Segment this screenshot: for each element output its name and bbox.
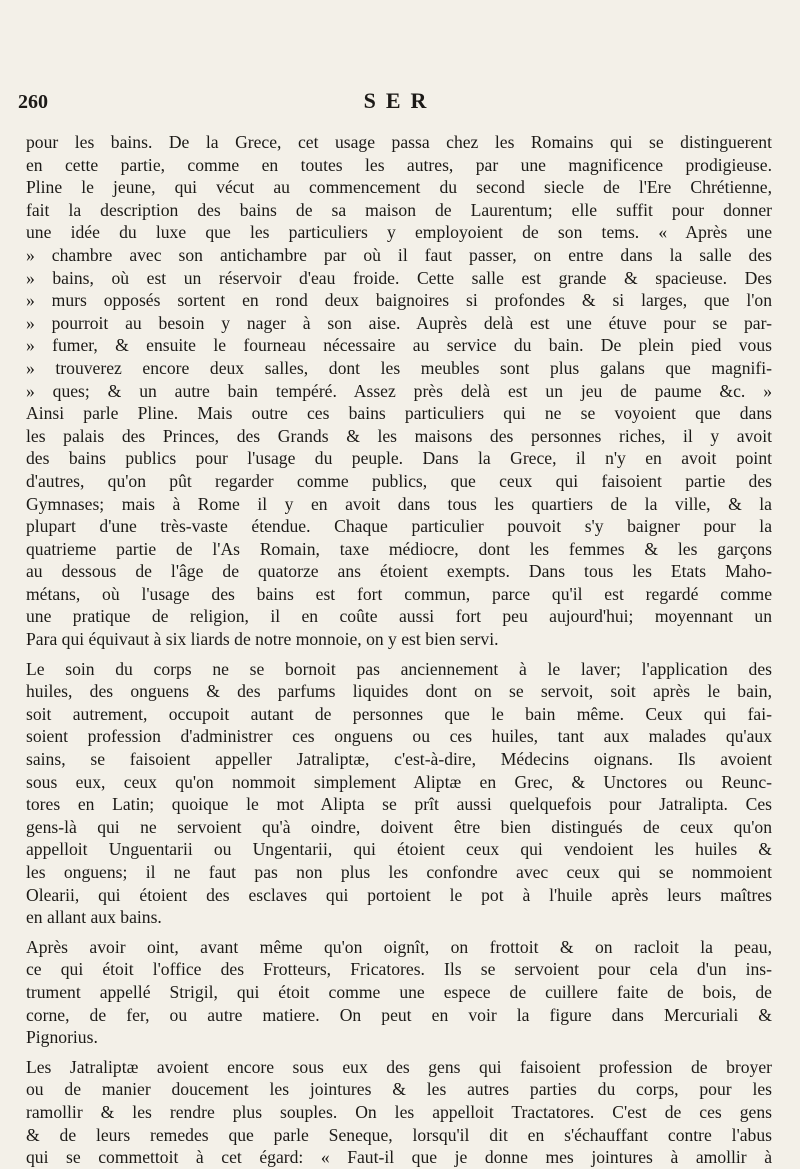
text-line: » trouverez encore deux salles, dont les meubles sont plus galans que magnifi- bbox=[26, 357, 772, 378]
running-head: SER bbox=[363, 88, 437, 113]
text-line: Après avoir oint, avant même qu'on oignît, on frottoit & on racloit la peau, bbox=[26, 936, 772, 957]
text-line: » murs opposés sortent en rond deux baignoires si profondes & si larges, que l'on bbox=[26, 290, 772, 311]
text-line: trument appellé Strigil, qui étoit comme une espece de cuillere faite de bois, de bbox=[26, 981, 772, 1002]
text-line: quatrieme partie de l'As Romain, taxe médiocre, dont les femmes & les garçons bbox=[26, 538, 772, 559]
text-line: Le soin du corps ne se bornoit pas anciennement à le laver; l'application des bbox=[26, 658, 772, 679]
text-line: appelloit Unguentarii ou Ungentarii, qui étoient ceux qui vendoient les huiles & bbox=[26, 839, 772, 860]
text-line: qui se commettoit à cet égard: « Faut-il que je donne mes jointures à amollir à bbox=[26, 1147, 772, 1168]
text-line: Pignorius. bbox=[26, 1027, 98, 1048]
text-line: & de leurs remedes que parle Seneque, lorsqu'il dit en s'échauffant contre l'abus bbox=[26, 1124, 772, 1145]
text-line: soit autrement, occupoit autant de personnes que le bain même. Ceux qui fai- bbox=[26, 703, 772, 724]
text-line: en allant aux bains. bbox=[26, 907, 162, 928]
text-line: les onguens; il ne faut pas non plus les confondre avec ceux qui se nommoient bbox=[26, 862, 772, 882]
text-line: » pourroit au besoin y nager à son aise. Auprès delà est une étuve pour se par- bbox=[26, 312, 772, 333]
body-text bbox=[26, 131, 772, 1169]
paragraph bbox=[26, 658, 772, 929]
text-line: tores en Latin; quoique le mot Alipta se prît aussi quelquefois pour Jatralipta. Ces bbox=[26, 794, 772, 815]
text-line: ramollir & les rendre plus souples. On les appelloit Tractatores. C'est de ces gens bbox=[26, 1101, 772, 1122]
text-line: ou de manier doucement les jointures & les autres parties du corps, pour les bbox=[26, 1079, 772, 1100]
text-line: fait la description des bains de sa maison de Laurentum; elle suffit pour donner bbox=[26, 199, 772, 220]
text-line: » bains, où est un réservoir d'eau froide. Cette salle est grande & spacieuse. Des bbox=[26, 267, 772, 288]
text-line: » fumer, & ensuite le fourneau nécessaire au service du bain. De plein pied vous bbox=[26, 335, 772, 356]
text-line: en cette partie, comme en toutes les autres, par une magnificence prodigieuse. bbox=[26, 154, 772, 175]
text-line: pour les bains. De la Grece, cet usage passa chez les Romains qui se distinguerent bbox=[26, 132, 772, 152]
text-line: » chambre avec son antichambre par où il faut passer, on entre dans la salle des bbox=[26, 244, 772, 265]
text-line: sous eux, ceux qu'on nommoit simplement Aliptæ en Grec, & Unctores ou Reunc- bbox=[26, 771, 772, 792]
text-line: sains, se faisoient appeller Jatraliptæ, c'est-à-dire, Médecins oignans. Ils avoient bbox=[26, 749, 772, 770]
text-line: soient profession d'administrer ces onguens ou ces huiles, tant aux malades qu'aux bbox=[26, 726, 772, 747]
text-line: » ques; & un autre bain tempéré. Assez près delà est un jeu de paume &c. » bbox=[26, 380, 772, 401]
text-line: Olearii, qui étoient des esclaves qui portoient le pot à l'huile après leurs maîtres bbox=[26, 884, 772, 905]
text-line: Ainsi parle Pline. Mais outre ces bains particuliers qui ne se voyoient que dans bbox=[26, 403, 772, 424]
text-line: Les Jatraliptæ avoient encore sous eux des gens qui faisoient profession de broyer bbox=[26, 1056, 772, 1077]
text-line: plupart d'une très-vaste étendue. Chaque particulier pouvoit s'y baigner pour la bbox=[26, 516, 772, 537]
text-line: au dessous de l'âge de quatorze ans étoient exempts. Dans tous les Etats Maho- bbox=[26, 561, 772, 582]
paragraph bbox=[26, 131, 772, 651]
text-line: Pline le jeune, qui vécut au commencement du second siecle de l'Ere Chrétienne, bbox=[26, 177, 772, 198]
text-line: Gymnases; mais à Rome il y en avoit dans tous les quartiers de la ville, & la bbox=[26, 493, 772, 514]
text-line: Para qui équivaut à six liards de notre monnoie, on y est bien servi. bbox=[26, 629, 499, 650]
paragraph bbox=[26, 1056, 772, 1169]
text-line: huiles, des onguens & des parfums liquides dont on se servoit, soit après le bain, bbox=[26, 681, 772, 702]
text-line: ce qui étoit l'office des Frotteurs, Fricatores. Ils se servoient pour cela d'un ins- bbox=[26, 959, 772, 980]
text-line: une pratique de religion, il en coûte aussi fort peu aujourd'hui; moyennant un bbox=[26, 606, 772, 627]
text-line: corne, de fer, ou autre matiere. On peut en voir la figure dans Mercuriali & bbox=[26, 1004, 772, 1025]
text-line: des bains publics pour l'usage du peuple. Dans la Grece, il n'y en avoit point bbox=[26, 448, 772, 469]
text-line: les palais des Princes, des Grands & les maisons des personnes riches, il y avoit bbox=[26, 425, 772, 446]
text-line: une idée du luxe que les particuliers y employoient de son tems. « Après une bbox=[26, 222, 772, 243]
text-line: gens-là qui ne servoient qu'à oindre, doivent être bien distingués de ceux qu'on bbox=[26, 816, 772, 837]
page-number: 260 bbox=[18, 91, 48, 113]
text-line: métans, où l'usage des bains est fort commun, parce qu'il est regardé comme bbox=[26, 583, 772, 604]
paragraph bbox=[26, 936, 772, 1049]
text-line: d'autres, qu'on pût regarder comme publics, que ceux qui faisoient partie des bbox=[26, 470, 772, 491]
